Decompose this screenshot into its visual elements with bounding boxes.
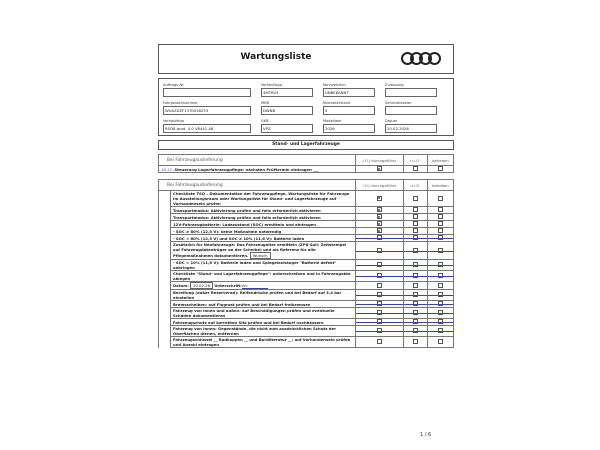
row-text: Checkliste "Stand- und Lagerfahrzeugpflege": unterschreiben und in Fahrzeugakte ablegen xyxy=(173,271,351,281)
maintenance-document xyxy=(158,44,454,348)
inline-value-field[interactable]: Wunsch xyxy=(250,252,271,259)
checkbox-fix[interactable] xyxy=(438,207,443,212)
checkbox-ok[interactable] xyxy=(377,301,382,306)
table-row xyxy=(159,260,454,271)
checkbox-ok[interactable] xyxy=(377,319,382,324)
checkbox-fix[interactable] xyxy=(438,301,443,306)
checkbox-nok[interactable] xyxy=(413,319,418,324)
checkbox-nok[interactable] xyxy=(413,221,418,226)
field-kennzeichen: Kennzeichen UNBEKANNT xyxy=(323,82,375,97)
checkbox-ok[interactable] xyxy=(377,207,382,212)
row-text: Bremsscheiben: auf Flugrost prüfen und bei Bedarf freibremsen xyxy=(173,301,311,307)
field-fahrgestellnummer: Fahrgestellnummer WUAZZZF13T0018253 xyxy=(163,100,251,115)
checklist-table-2 xyxy=(158,179,454,348)
checkbox-fix[interactable] xyxy=(438,339,443,344)
table-row xyxy=(159,308,454,319)
row-text: Fahrzeug von innen und außen: auf Beschädigungen prüfen und eventuelle Schäden dokumentieren xyxy=(173,308,335,318)
table-row xyxy=(159,228,454,235)
handwritten-date: 18.12. xyxy=(161,166,174,172)
field-auftrags-nr: Auftrags-Nr. xyxy=(163,82,251,97)
checkbox-ok[interactable] xyxy=(377,310,382,315)
vehicle-info-grid xyxy=(158,78,454,136)
table-row: 18.12. Steuerung Lagerfahrzeugpflege: nächsten Prüftermin eintragen ___ xyxy=(159,166,454,173)
field-modelljahr: Modelljahr 2026 xyxy=(323,118,375,133)
checkbox-fix[interactable] xyxy=(438,221,443,226)
checkbox-ok[interactable] xyxy=(377,235,382,240)
row-text: Checkliste TSQ – Dokumentation der Fahrzeugpflege, Wartungsliste für Fahrzeuge im Ausstellungsraum oder Wartungsliste für Stand- und Lagerfahrzeuge auf Vorhandensein prüfen xyxy=(173,191,350,206)
checklist-table-1 xyxy=(158,154,454,173)
checkbox-fix[interactable] xyxy=(438,283,443,288)
checkbox-fix[interactable] xyxy=(438,196,443,201)
table1-header: Bei Fahrzeugauslieferung xyxy=(159,155,356,166)
table-row xyxy=(159,221,454,228)
checkbox-nok[interactable] xyxy=(413,262,418,267)
checkbox-fix[interactable] xyxy=(438,166,443,171)
row-text: - SOC < 80% (12,5 V) und SOC ≥ 10% (11,6 V): Batterie laden xyxy=(173,235,305,241)
checkbox-nok[interactable] xyxy=(413,328,418,333)
row-text: Fahrzeugschutz auf korrekten Sitz prüfen und bei Bedarf nachbessern xyxy=(173,319,324,325)
checkbox-fix[interactable] xyxy=(438,214,443,219)
field-serviceberater: Serviceberater xyxy=(385,100,437,115)
table-row xyxy=(159,207,454,214)
checkbox-fix[interactable] xyxy=(438,319,443,324)
checkbox-fix[interactable] xyxy=(438,235,443,240)
document-title: Wartungsliste xyxy=(240,52,312,62)
row-text: Transportmodus: Aktivierung prüfen und falls erforderlich aktivieren xyxy=(173,207,321,213)
table-row xyxy=(159,282,454,290)
row-text: Fahrzeugschlüssel __ Radkappen __ und Bordliteratur __: auf Vorhandensein prüfen und Anzahl eintragen xyxy=(173,337,351,347)
table-row xyxy=(159,235,454,242)
field-datum: Datum 20.02.2026 xyxy=(385,118,437,133)
checkbox-ok[interactable] xyxy=(377,273,382,278)
col-ok: i.O./ durchgeführt xyxy=(355,180,403,191)
signature-field[interactable]: Wk xyxy=(242,283,268,289)
checkbox-ok[interactable] xyxy=(377,166,382,171)
signature-label: Unterschrift: xyxy=(214,283,242,288)
field-mkb: MKB DWNB xyxy=(261,100,313,115)
checkbox-fix[interactable] xyxy=(438,228,443,233)
row-text: Fahrzeug von innen: Gegenstände, die nicht zum ausdrücklichen Schutz der Oberflächen dienen, entfernen xyxy=(173,326,336,336)
checkbox-ok[interactable] xyxy=(377,228,382,233)
checkbox-ok[interactable] xyxy=(377,262,382,267)
checkbox-fix[interactable] xyxy=(438,248,443,253)
col-nok: n.i.O. xyxy=(403,155,427,166)
col-fix: beheben xyxy=(427,180,453,191)
checkbox-ok[interactable] xyxy=(377,292,382,297)
audi-rings-icon xyxy=(401,52,443,66)
table-row xyxy=(159,326,454,337)
col-nok: n.i.O. xyxy=(403,180,427,191)
page-number: 1 / 6 xyxy=(420,432,432,438)
table-row xyxy=(159,242,454,260)
checkbox-nok[interactable] xyxy=(413,166,418,171)
checkbox-nok[interactable] xyxy=(413,228,418,233)
title-bar xyxy=(158,44,454,74)
table-row xyxy=(159,271,454,282)
field-kilometerstand: Kilometerstand 5 xyxy=(323,100,375,115)
date-field[interactable]: 20.02.26 xyxy=(190,282,213,289)
col-fix: beheben xyxy=(427,155,453,166)
row-text: - SOC ≥ 80% (12,5 V): keine Maßnahme notwendig xyxy=(173,228,282,234)
checkbox-nok[interactable] xyxy=(413,248,418,253)
checkbox-ok[interactable] xyxy=(377,221,382,226)
checkbox-nok[interactable] xyxy=(413,207,418,212)
checkbox-nok[interactable] xyxy=(413,273,418,278)
checkbox-nok[interactable] xyxy=(413,339,418,344)
checkbox-fix[interactable] xyxy=(438,262,443,267)
row-text: Transportmodus: Aktivierung prüfen und falls erforderlich aktivieren xyxy=(173,214,321,220)
checkbox-nok[interactable] xyxy=(413,235,418,240)
checkbox-ok[interactable] xyxy=(377,283,382,288)
checkbox-nok[interactable] xyxy=(413,310,418,315)
section-title: Stand- und Lagerfahrzeuge xyxy=(158,140,454,150)
checkbox-fix[interactable] xyxy=(438,328,443,333)
checkbox-nok[interactable] xyxy=(413,301,418,306)
field-zulassung: Zulassung xyxy=(385,82,437,97)
checkbox-ok[interactable] xyxy=(377,339,382,344)
table-row xyxy=(159,301,454,308)
table-row xyxy=(159,290,454,301)
field-gkb: GKB VPZ xyxy=(261,118,313,133)
checkbox-fix[interactable] xyxy=(438,310,443,315)
row-text: - SOC < 10% (11,6 V): Batterie laden und Spiegelanhänger "Batterie defekt" anbringen xyxy=(173,260,337,270)
checkbox-nok[interactable] xyxy=(413,292,418,297)
table-row xyxy=(159,191,454,207)
checkbox-fix[interactable] xyxy=(438,273,443,278)
table-row xyxy=(159,337,454,348)
table-row xyxy=(159,214,454,221)
checkbox-ok[interactable] xyxy=(377,248,382,253)
checkbox-ok[interactable] xyxy=(377,196,382,201)
checkbox-nok[interactable] xyxy=(413,283,418,288)
field-verkaufstyp-desc: Verkaufstyp RSQ8 quat. 4.0 V8441 A8 xyxy=(163,118,251,133)
row-text: Datum: xyxy=(173,283,189,288)
checkbox-ok[interactable] xyxy=(377,328,382,333)
checkbox-ok[interactable] xyxy=(377,214,382,219)
field-verkaufstyp: Verkaufstyp 4MTRV3 xyxy=(261,82,313,97)
checkbox-nok[interactable] xyxy=(413,196,418,201)
row-text: Zusätzlich für Neufahrzeuge: Das Fahrzeugalter ermitteln (ZP8-Soll: Zeitstempel auf Fahrzeugdatenträger an der Scheibe) und als Referenz für alle Pflegemaßnahmen dokumentieren. xyxy=(173,242,347,258)
row-text: Bereifung (außer Reserverad): Reifendrücke prüfen und bei Bedarf auf 3,4 bar einstellen xyxy=(173,290,342,300)
row-text: 12V-Fahrzeugbatterie: Ladezustand (SOC) ermitteln und eintragen xyxy=(173,221,316,227)
checkbox-fix[interactable] xyxy=(438,292,443,297)
table2-header: Bei Fahrzeugauslieferung xyxy=(159,180,356,191)
col-ok: i.O./ durchgeführt xyxy=(355,155,403,166)
checkbox-nok[interactable] xyxy=(413,214,418,219)
table-row xyxy=(159,319,454,326)
